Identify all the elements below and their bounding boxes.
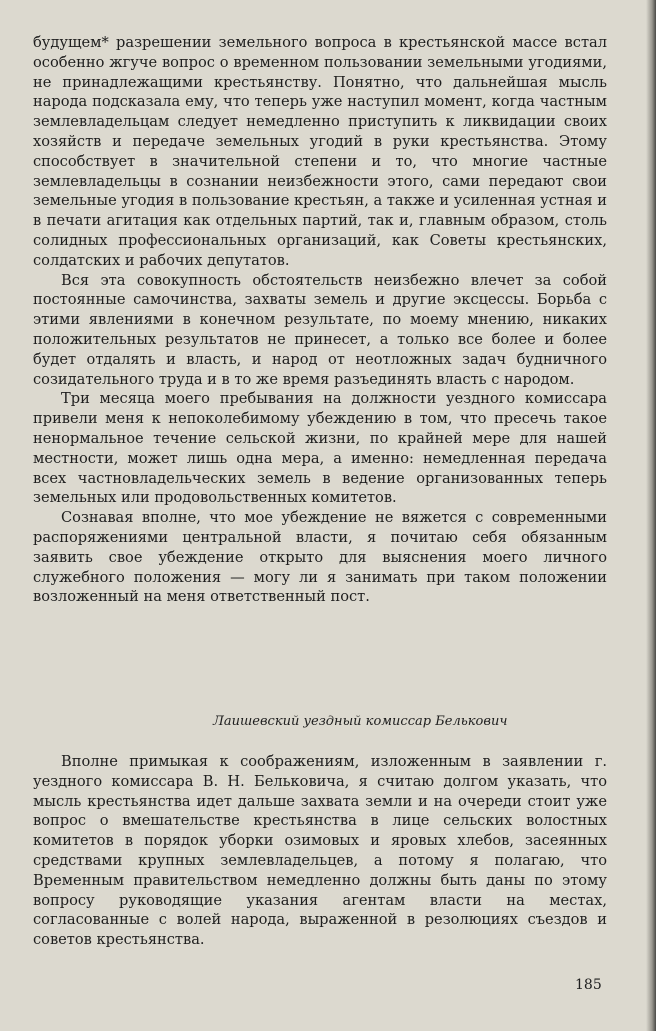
main-text-block: [33, 33, 607, 607]
page-edge-shadow: [646, 0, 656, 1031]
second-text-block: [33, 752, 607, 950]
paragraph-3: Три месяца моего пребывания на должности уездного комиссара привели меня к непоколебимому убеждению в том, что пресечь такое ненормальное течение сельской жизни, по крайней мере для нашей местности, может лишь одна мера, а именно: немедленная передача всех частновладельческих земель в ведение организованных теперь земельных или продовольственных комитетов.: [33, 390, 607, 507]
paragraph-4: Сознавая вполне, что мое убеждение не вяжется с современными распоряжениями центральной власти, я почитаю себя обязанным заявить свое убеждение открыто для выяснения моего личного служебного положения — могу ли я занимать при таком положении возложенный на меня ответственный пост.: [33, 509, 607, 606]
page-number: 185: [575, 977, 602, 993]
paragraph-5: Вполне примыкая к соображениям, изложенным в заявлении г. уездного комиссара В. Н. Бельковича, я считаю долгом указать, что мысль крестьянства идет дальше захвата земли и на очереди стоит уже вопрос о вмешательстве крестьянства в лице сельских волостных комитетов в порядок уборки озимовых и яровых хлебов, засеянных средствами крупных землевладельцев, а потому я полагаю, что Временным правительством немедленно должны быть даны по этому вопросу руководящие указания агентам власти на местах, согласованные с волей народа, выраженной в резолюциях съездов и советов крестьянства.: [33, 753, 607, 949]
signature-line: Лаишевский уездный комиссар Белькович: [213, 714, 508, 729]
paragraph-2: Вся эта совокупность обстоятельств неизбежно влечет за собой постоянные самочинства, захваты земель и другие эксцессы. Борьба с этими явлениями в конечном результате, по моему мнению, никаких положительных результатов не принесет, а только все более и более будет отдалять и власть, и народ от неотложных задач будничного созидательного труда и в то же время разъединять власть с народом.: [33, 271, 607, 388]
paragraph-1: будущем* разрешении земельного вопроса в крестьянской массе встал особенно жгуче вопрос о временном пользовании земельными угодиями, не принадлежащими крестьянству. Понятно, что дальнейшая мысль народа подсказала ему, что теперь уже наступил момент, когда частным землевладельцам следует немедленно приступить к ликвидации своих хозяйств и передаче земельных угодий в руки крестьянства. Этому способствует в значительной степени и то, что многие частные землевладельцы в сознании неизбежности этого, сами передают свои земельные угодия в пользование крестьян, а также и усиленная устная и в печати агитация как отдельных партий, так и, главным образом, столь солидных профессиональных организаций, как Советы крестьянских, солдатских и рабочих депутатов.: [33, 34, 608, 269]
